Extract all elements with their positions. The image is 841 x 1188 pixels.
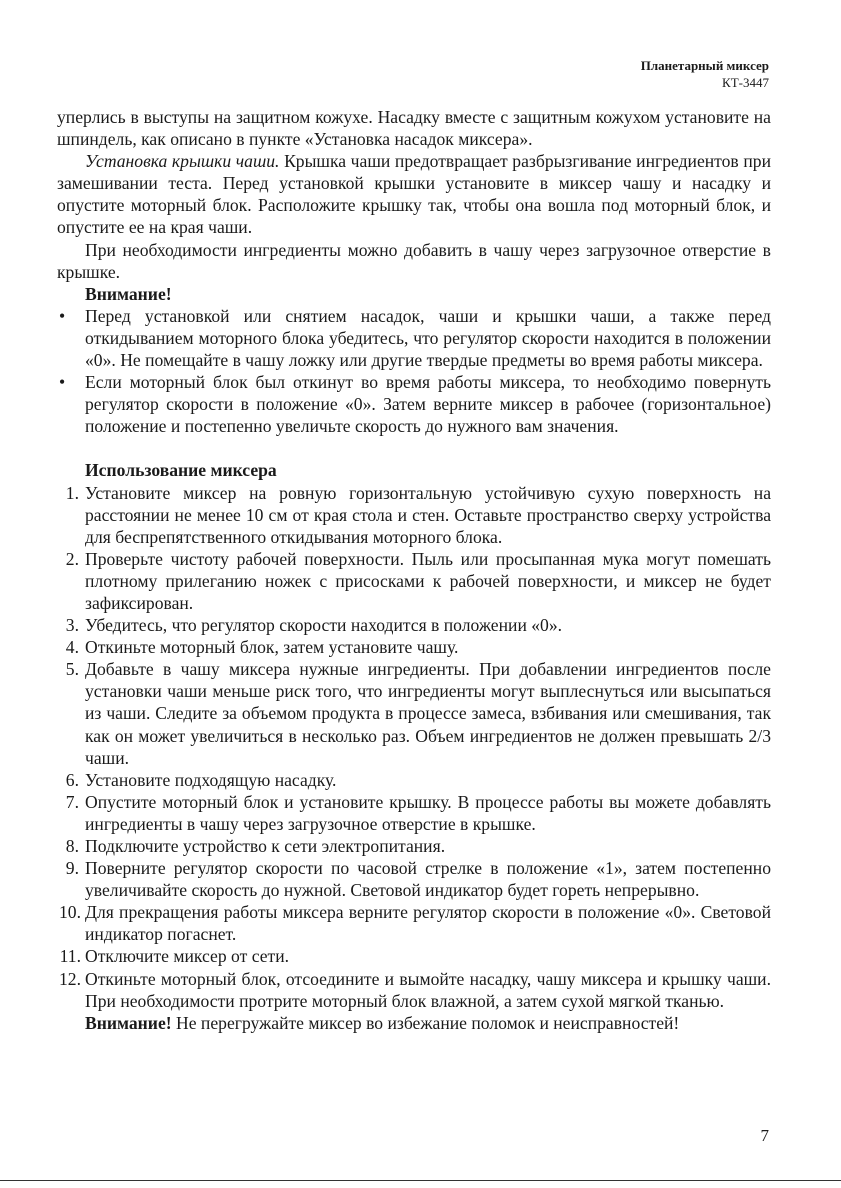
lid-paragraph xyxy=(57,150,771,238)
step-text: Подключите устройство к сети электропитания. xyxy=(85,836,446,856)
list-item xyxy=(57,371,771,437)
list-item xyxy=(57,548,771,614)
list-item xyxy=(57,482,771,548)
step-text: Убедитесь, что регулятор скорости находится в положении «0». xyxy=(85,615,563,636)
section-spacer xyxy=(57,437,771,459)
bottom-divider xyxy=(0,1180,841,1181)
step-text: Установите подходящую насадку. xyxy=(85,769,337,790)
step-number: 6. xyxy=(65,769,79,790)
step-number: 4. xyxy=(65,637,79,658)
step-number: 12. xyxy=(59,968,81,989)
step-text: Для прекращения работы миксера верните регулятор скорости в положение «0». Световой индикатор погаснет. xyxy=(85,902,771,945)
step-number: 9. xyxy=(65,858,79,879)
final-warning-label: Внимание! xyxy=(85,1012,172,1033)
step-text: Отключите миксер от сети. xyxy=(85,946,290,967)
header-product-name: Планетарный миксер xyxy=(640,58,769,73)
list-item xyxy=(57,305,771,371)
lid-extra-paragraph: При необходимости ингредиенты можно добавить в чашу через загрузочное отверстие в крышке. xyxy=(57,239,771,282)
list-item xyxy=(57,791,771,835)
step-text: Откиньте моторный блок, отсоедините и вымойте насадку, чашу миксера и крышку чаши. При необходимости протрите моторный блок влажной, а затем сухой мягкой тканью. xyxy=(85,968,771,1011)
page-content xyxy=(57,106,771,1034)
final-warning-text: Не перегружайте миксер во избежание поломок и неисправностей! xyxy=(171,1012,680,1033)
step-number: 7. xyxy=(65,791,79,812)
step-text: Откиньте моторный блок, затем установите чашу. xyxy=(85,637,459,658)
attention-label: Внимание! xyxy=(85,283,172,304)
step-number: 10. xyxy=(59,902,81,923)
final-warning xyxy=(57,1012,771,1034)
list-item xyxy=(57,614,771,636)
bullet-mark: • xyxy=(59,372,66,393)
step-text: Опустите моторный блок и установите крышку. В процессе работы вы можете добавлять ингредиенты в чашу через загрузочное отверстие в крышке. xyxy=(85,791,771,834)
usage-steps xyxy=(57,482,771,1012)
step-text: Добавьте в чашу миксера нужные ингредиенты. При добавлении ингредиентов после установки чаши меньше риск того, что ингредиенты могут выплеснуться или высыпаться из чаши. Следите за объемом продукта в процессе замеса, взбивания или смешивания, так как он может увеличиться в несколько раз. Объем ингредиентов не должен превышать 2/3 чаши. xyxy=(85,659,771,768)
section-title: Использование миксера xyxy=(85,460,277,481)
attention-list xyxy=(57,305,771,438)
list-item xyxy=(57,968,771,1012)
list-item xyxy=(57,901,771,945)
step-number: 1. xyxy=(65,482,79,503)
list-item xyxy=(57,658,771,768)
running-header xyxy=(641,57,769,91)
step-text: Установите миксер на ровную горизонтальную устойчивую сухую поверхность на расстоянии не менее 10 см от края стола и стен. Оставьте пространство сверху устройства для беспрепятственного откидывания моторного блока. xyxy=(85,482,771,547)
page-number: 7 xyxy=(760,1126,769,1145)
list-item-text: Если моторный блок был откинут во время работы миксера, то необходимо повернуть регулятор скорости в положение «0». Затем верните миксер в рабочее (горизонтальное) положение и постепенно увеличьте скорость до нужного вам значения. xyxy=(85,372,771,437)
list-item-text: Перед установкой или снятием насадок, чаши и крышки чаши, а также перед откидыванием моторного блока убедитесь, что регулятор скорости находится в положении «0». Не помещайте в чашу ложку или другие твердые предметы во время работы миксера. xyxy=(85,305,771,371)
header-model: КТ-3447 xyxy=(722,75,769,90)
step-number: 11. xyxy=(59,946,81,967)
step-number: 5. xyxy=(65,659,79,680)
step-text: Поверните регулятор скорости по часовой стрелке в положение «1», затем постепенно увеличивайте скорость до нужной. Световой индикатор будет гореть непрерывно. xyxy=(85,858,771,901)
lid-heading: Установка крышки чаши. xyxy=(85,151,280,172)
list-item xyxy=(57,857,771,901)
step-text: Проверьте чистоту рабочей поверхности. Пыль или просыпанная мука могут помешать плотному прилеганию ножек с присосками к рабочей поверхности, и миксер не будет зафиксирован. xyxy=(85,548,771,613)
list-item xyxy=(57,636,771,658)
list-item xyxy=(57,769,771,791)
bullet-mark: • xyxy=(59,305,66,326)
list-item xyxy=(57,945,771,967)
step-number: 3. xyxy=(65,615,79,636)
lid-text: Крышка чаши предотвращает разбрызгивание ингредиентов при замешивании теста. Перед установкой крышки установите в миксер чашу и насадку и опустите моторный блок. Расположите крышку так, чтобы она вошла под моторный блок, и опустите ее на края чаши. xyxy=(57,151,771,238)
step-number: 8. xyxy=(65,836,79,856)
list-item xyxy=(57,835,771,857)
intro-paragraph: уперлись в выступы на защитном кожухе. Насадку вместе с защитным кожухом установите на шпиндель, как описано в пункте «Установка насадок миксера». xyxy=(57,107,771,150)
step-number: 2. xyxy=(65,548,79,569)
